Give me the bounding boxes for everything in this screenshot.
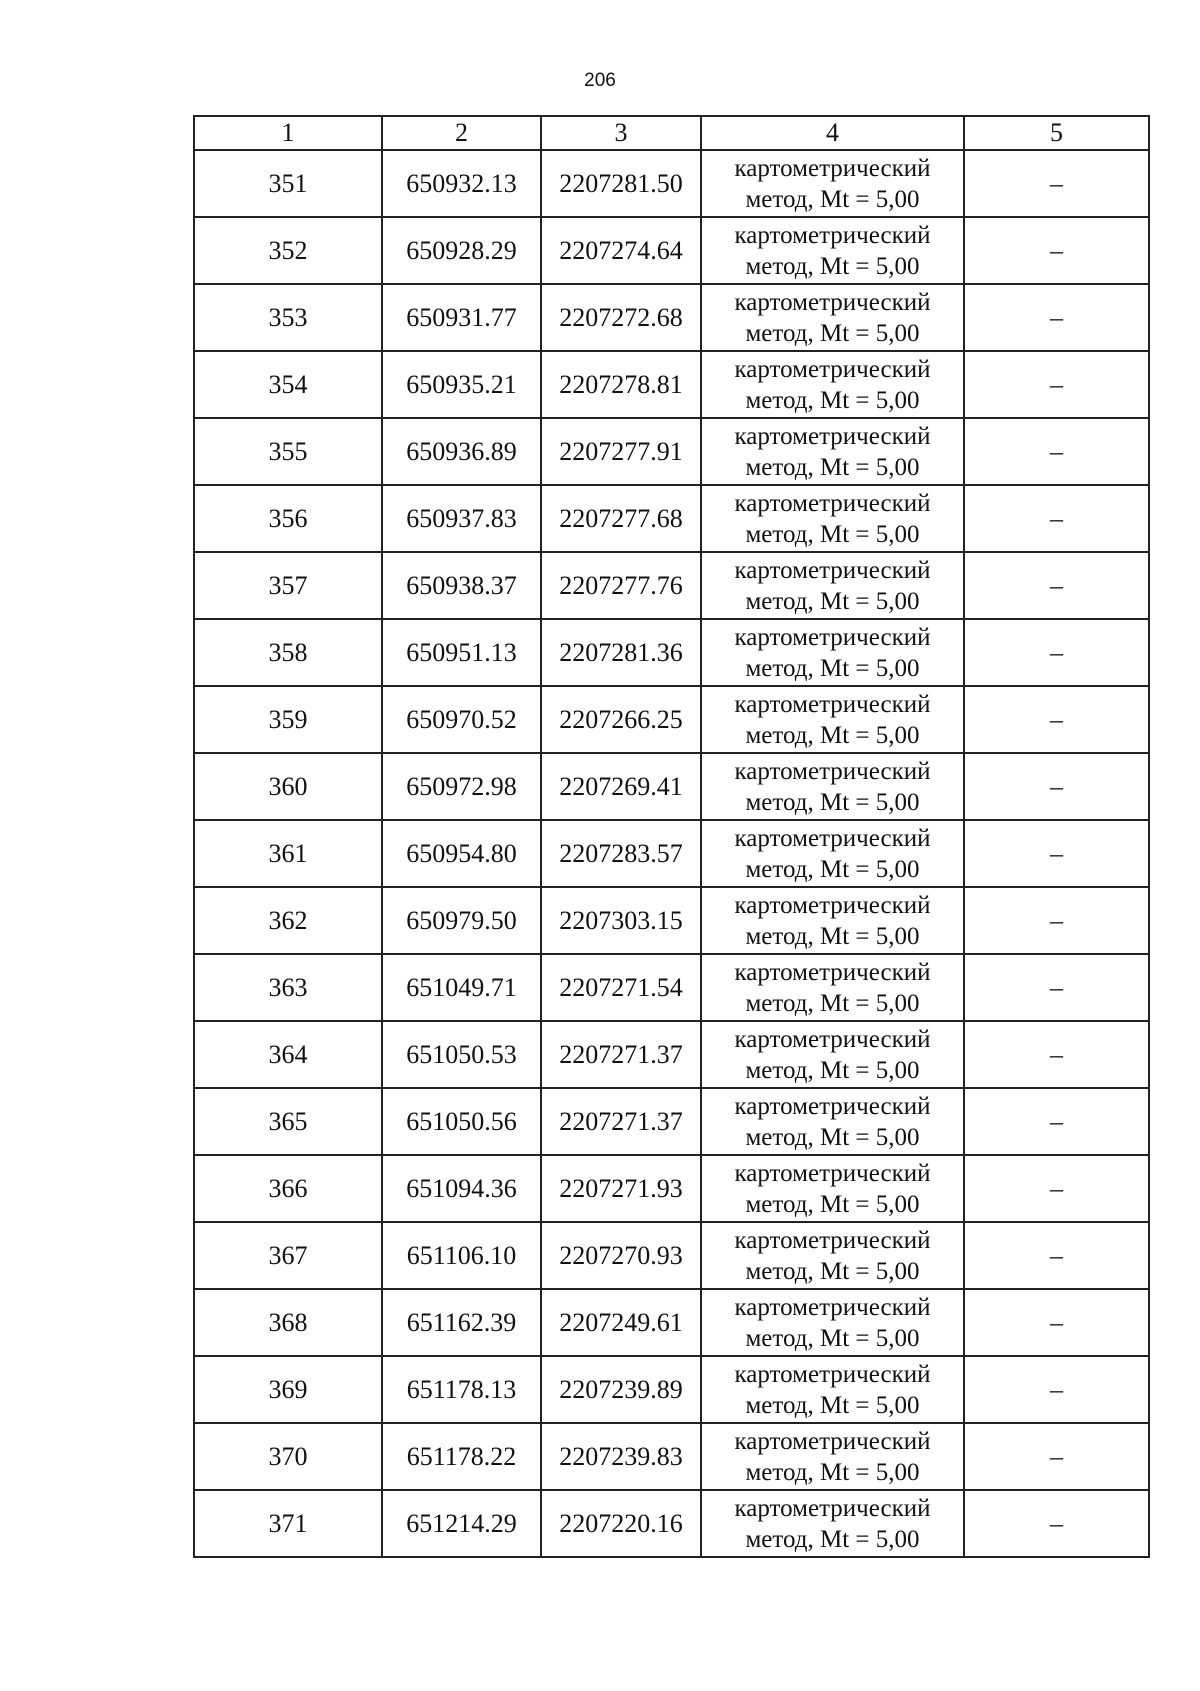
method-line-2: метод, Mt = 5,00	[745, 386, 920, 414]
method-line-2: метод, Mt = 5,00	[745, 1190, 920, 1218]
point-number-cell: 363	[194, 954, 382, 1021]
point-number-cell: 357	[194, 552, 382, 619]
point-number-cell: 353	[194, 284, 382, 351]
table-row	[194, 1088, 1149, 1155]
table-row	[194, 820, 1149, 887]
table-row	[194, 1356, 1149, 1423]
y-coordinate-cell: 2207271.37	[541, 1021, 701, 1088]
point-number-cell: 364	[194, 1021, 382, 1088]
column-5-cell: –	[964, 1356, 1149, 1423]
method-line-1: картометрический	[734, 288, 931, 316]
x-coordinate-cell: 650937.83	[382, 485, 541, 552]
point-number-cell: 362	[194, 887, 382, 954]
column-5-cell: –	[964, 753, 1149, 820]
column-5-cell: –	[964, 150, 1149, 217]
column-5-cell: –	[964, 552, 1149, 619]
point-number-cell: 360	[194, 753, 382, 820]
x-coordinate-cell: 650928.29	[382, 217, 541, 284]
point-number-cell: 367	[194, 1222, 382, 1289]
column-5-cell: –	[964, 418, 1149, 485]
x-coordinate-cell: 651050.56	[382, 1088, 541, 1155]
table-row	[194, 753, 1149, 820]
method-cell	[701, 418, 964, 485]
method-cell	[701, 485, 964, 552]
method-line-1: картометрический	[734, 824, 931, 852]
method-line-1: картометрический	[734, 489, 931, 517]
table-row	[194, 887, 1149, 954]
y-coordinate-cell: 2207283.57	[541, 820, 701, 887]
column-5-cell: –	[964, 284, 1149, 351]
method-cell	[701, 1088, 964, 1155]
method-line-2: метод, Mt = 5,00	[745, 1123, 920, 1151]
y-coordinate-cell: 2207249.61	[541, 1289, 701, 1356]
column-5-cell: –	[964, 619, 1149, 686]
point-number-cell: 368	[194, 1289, 382, 1356]
point-number-cell: 352	[194, 217, 382, 284]
y-coordinate-cell: 2207269.41	[541, 753, 701, 820]
method-line-2: метод, Mt = 5,00	[745, 1324, 920, 1352]
method-line-2: метод, Mt = 5,00	[745, 453, 920, 481]
y-coordinate-cell: 2207274.64	[541, 217, 701, 284]
column-5-cell: –	[964, 1021, 1149, 1088]
x-coordinate-cell: 651178.22	[382, 1423, 541, 1490]
method-cell	[701, 284, 964, 351]
method-line-1: картометрический	[734, 1092, 931, 1120]
method-cell	[701, 1155, 964, 1222]
column-5-cell: –	[964, 217, 1149, 284]
point-number-cell: 366	[194, 1155, 382, 1222]
table-row	[194, 1155, 1149, 1222]
header-col-5: 5	[964, 116, 1149, 150]
method-line-2: метод, Mt = 5,00	[745, 989, 920, 1017]
method-line-1: картометрический	[734, 958, 931, 986]
header-col-2: 2	[382, 116, 541, 150]
x-coordinate-cell: 650951.13	[382, 619, 541, 686]
y-coordinate-cell: 2207271.93	[541, 1155, 701, 1222]
y-coordinate-cell: 2207281.36	[541, 619, 701, 686]
header-row	[194, 116, 1149, 150]
method-line-2: метод, Mt = 5,00	[745, 1257, 920, 1285]
y-coordinate-cell: 2207278.81	[541, 351, 701, 418]
method-cell	[701, 1222, 964, 1289]
x-coordinate-cell: 650936.89	[382, 418, 541, 485]
table-row	[194, 284, 1149, 351]
method-line-2: метод, Mt = 5,00	[745, 788, 920, 816]
method-cell	[701, 1021, 964, 1088]
x-coordinate-cell: 651050.53	[382, 1021, 541, 1088]
method-line-2: метод, Mt = 5,00	[745, 654, 920, 682]
column-5-cell: –	[964, 1155, 1149, 1222]
column-5-cell: –	[964, 820, 1149, 887]
method-line-1: картометрический	[734, 1025, 931, 1053]
y-coordinate-cell: 2207277.76	[541, 552, 701, 619]
y-coordinate-cell: 2207270.93	[541, 1222, 701, 1289]
column-5-cell: –	[964, 351, 1149, 418]
point-number-cell: 370	[194, 1423, 382, 1490]
method-line-1: картометрический	[734, 1427, 931, 1455]
method-cell	[701, 887, 964, 954]
column-5-cell: –	[964, 485, 1149, 552]
method-line-2: метод, Mt = 5,00	[745, 1525, 920, 1553]
method-line-1: картометрический	[734, 1494, 931, 1522]
table-row	[194, 686, 1149, 753]
table-row	[194, 1222, 1149, 1289]
method-cell	[701, 351, 964, 418]
point-number-cell: 365	[194, 1088, 382, 1155]
table-row	[194, 954, 1149, 1021]
x-coordinate-cell: 650954.80	[382, 820, 541, 887]
method-line-2: метод, Mt = 5,00	[745, 520, 920, 548]
table-row	[194, 150, 1149, 217]
header-col-3: 3	[541, 116, 701, 150]
table-row	[194, 1289, 1149, 1356]
point-number-cell: 371	[194, 1490, 382, 1557]
y-coordinate-cell: 2207220.16	[541, 1490, 701, 1557]
method-cell	[701, 1490, 964, 1557]
table-row	[194, 1490, 1149, 1557]
method-line-1: картометрический	[734, 1226, 931, 1254]
point-number-cell: 356	[194, 485, 382, 552]
table-row	[194, 217, 1149, 284]
page-number: 206	[584, 70, 616, 91]
point-number-cell: 354	[194, 351, 382, 418]
method-cell	[701, 150, 964, 217]
column-5-cell: –	[964, 1088, 1149, 1155]
x-coordinate-cell: 650970.52	[382, 686, 541, 753]
x-coordinate-cell: 651162.39	[382, 1289, 541, 1356]
method-line-2: метод, Mt = 5,00	[745, 855, 920, 883]
method-cell	[701, 686, 964, 753]
method-cell	[701, 954, 964, 1021]
method-line-1: картометрический	[734, 757, 931, 785]
x-coordinate-cell: 650931.77	[382, 284, 541, 351]
method-line-1: картометрический	[734, 891, 931, 919]
y-coordinate-cell: 2207277.68	[541, 485, 701, 552]
method-line-1: картометрический	[734, 1360, 931, 1388]
method-line-1: картометрический	[734, 1159, 931, 1187]
x-coordinate-cell: 650935.21	[382, 351, 541, 418]
x-coordinate-cell: 651178.13	[382, 1356, 541, 1423]
y-coordinate-cell: 2207303.15	[541, 887, 701, 954]
method-line-1: картометрический	[734, 556, 931, 584]
table-row	[194, 1423, 1149, 1490]
point-number-cell: 359	[194, 686, 382, 753]
method-cell	[701, 1356, 964, 1423]
column-5-cell: –	[964, 1490, 1149, 1557]
point-number-cell: 355	[194, 418, 382, 485]
table-header	[194, 116, 1149, 150]
column-5-cell: –	[964, 1222, 1149, 1289]
header-col-4: 4	[701, 116, 964, 150]
y-coordinate-cell: 2207239.83	[541, 1423, 701, 1490]
table-row	[194, 351, 1149, 418]
x-coordinate-cell: 650932.13	[382, 150, 541, 217]
method-line-1: картометрический	[734, 355, 931, 383]
point-number-cell: 351	[194, 150, 382, 217]
y-coordinate-cell: 2207266.25	[541, 686, 701, 753]
column-5-cell: –	[964, 1423, 1149, 1490]
method-cell	[701, 753, 964, 820]
method-cell	[701, 217, 964, 284]
column-5-cell: –	[964, 887, 1149, 954]
method-line-2: метод, Mt = 5,00	[745, 1458, 920, 1486]
method-line-1: картометрический	[734, 623, 931, 651]
x-coordinate-cell: 650938.37	[382, 552, 541, 619]
method-line-1: картометрический	[734, 422, 931, 450]
method-line-1: картометрический	[734, 221, 931, 249]
method-cell	[701, 619, 964, 686]
coordinates-table	[193, 115, 1150, 1558]
method-line-1: картометрический	[734, 690, 931, 718]
y-coordinate-cell: 2207272.68	[541, 284, 701, 351]
x-coordinate-cell: 651094.36	[382, 1155, 541, 1222]
y-coordinate-cell: 2207281.50	[541, 150, 701, 217]
table-row	[194, 552, 1149, 619]
y-coordinate-cell: 2207277.91	[541, 418, 701, 485]
method-cell	[701, 552, 964, 619]
column-5-cell: –	[964, 1289, 1149, 1356]
method-line-1: картометрический	[734, 154, 931, 182]
point-number-cell: 369	[194, 1356, 382, 1423]
y-coordinate-cell: 2207271.54	[541, 954, 701, 1021]
method-line-2: метод, Mt = 5,00	[745, 252, 920, 280]
method-line-2: метод, Mt = 5,00	[745, 185, 920, 213]
x-coordinate-cell: 651049.71	[382, 954, 541, 1021]
x-coordinate-cell: 651106.10	[382, 1222, 541, 1289]
column-5-cell: –	[964, 686, 1149, 753]
method-line-2: метод, Mt = 5,00	[745, 319, 920, 347]
table-row	[194, 619, 1149, 686]
method-line-2: метод, Mt = 5,00	[745, 1056, 920, 1084]
x-coordinate-cell: 651214.29	[382, 1490, 541, 1557]
method-cell	[701, 820, 964, 887]
x-coordinate-cell: 650979.50	[382, 887, 541, 954]
method-line-2: метод, Mt = 5,00	[745, 721, 920, 749]
method-line-2: метод, Mt = 5,00	[745, 1391, 920, 1419]
table-row	[194, 485, 1149, 552]
table-row	[194, 418, 1149, 485]
point-number-cell: 358	[194, 619, 382, 686]
table-row	[194, 1021, 1149, 1088]
method-line-2: метод, Mt = 5,00	[745, 922, 920, 950]
method-cell	[701, 1289, 964, 1356]
point-number-cell: 361	[194, 820, 382, 887]
header-col-1: 1	[194, 116, 382, 150]
table-body	[194, 150, 1149, 1557]
method-line-1: картометрический	[734, 1293, 931, 1321]
method-cell	[701, 1423, 964, 1490]
x-coordinate-cell: 650972.98	[382, 753, 541, 820]
y-coordinate-cell: 2207271.37	[541, 1088, 701, 1155]
y-coordinate-cell: 2207239.89	[541, 1356, 701, 1423]
column-5-cell: –	[964, 954, 1149, 1021]
method-line-2: метод, Mt = 5,00	[745, 587, 920, 615]
